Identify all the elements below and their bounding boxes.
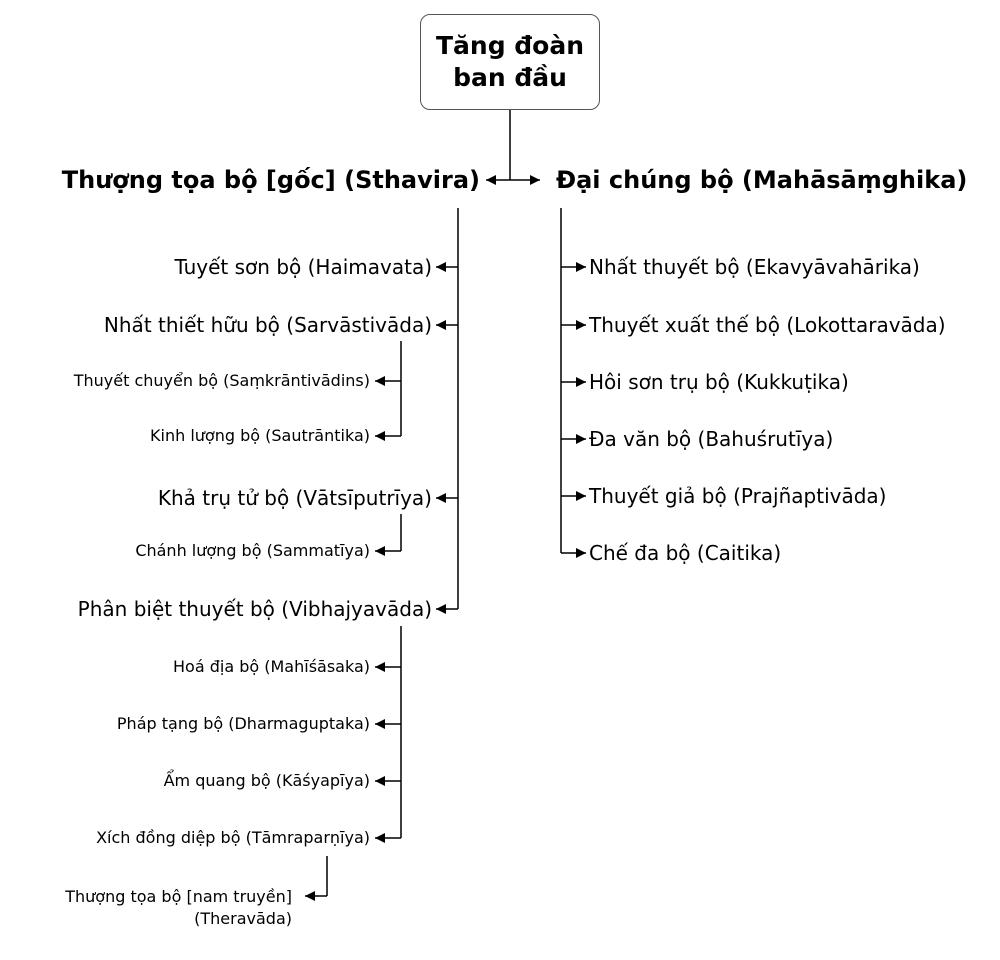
root-label-line2: ban đầu xyxy=(453,63,567,92)
root-label-line1: Tăng đoàn xyxy=(435,30,585,60)
root-node-box xyxy=(420,14,600,110)
dharmaguptaka-node: Pháp tạng bộ (Dharmaguptaka) xyxy=(116,714,370,733)
vatsiputriya-node: Khả trụ tử bộ (Vātsīputrīya) xyxy=(157,486,432,510)
sthavira-node: Thượng tọa bộ [gốc] (Sthavira) xyxy=(61,166,480,194)
kasyapiya-node: Ẩm quang bộ (Kāśyapīya) xyxy=(163,771,370,790)
sarvastivada-node: Nhất thiết hữu bộ (Sarvāstivāda) xyxy=(103,313,432,337)
sammatiya-node: Chánh lượng bộ (Sammatīya) xyxy=(135,541,370,560)
mahisasaka-node: Hoá địa bộ (Mahīśāsaka) xyxy=(173,657,370,676)
mahasamghika-node: Đại chúng bộ (Mahāsāṃghika) xyxy=(556,166,968,194)
theravada-node xyxy=(65,886,292,929)
bahusrutiya-node: Đa văn bộ (Bahuśrutīya) xyxy=(589,427,834,451)
lokottaravada-node: Thuyết xuất thế bộ (Lokottaravāda) xyxy=(589,313,946,337)
tamraparniya-node: Xích đồng diệp bộ (Tāmraparṇīya) xyxy=(96,828,370,847)
theravada-label-line2: (Theravāda) xyxy=(194,908,292,928)
ekavyavaharika-node: Nhất thuyết bộ (Ekavyāvahārika) xyxy=(589,255,920,279)
caitika-node: Chế đa bộ (Caitika) xyxy=(589,541,782,565)
vibhajyavada-node: Phân biệt thuyết bộ (Vibhajyavāda) xyxy=(77,597,432,621)
root-node-label xyxy=(436,30,584,95)
theravada-label-line1: Thượng tọa bộ [nam truyền] xyxy=(65,887,292,906)
sautrantika-node: Kinh lượng bộ (Sautrāntika) xyxy=(150,426,370,445)
prajnaptivada-node: Thuyết giả bộ (Prajñaptivāda) xyxy=(589,484,887,508)
kukkutika-node: Hôi sơn trụ bộ (Kukkuṭika) xyxy=(589,370,849,394)
samkrantivadins-node: Thuyết chuyển bộ (Saṃkrāntivādins) xyxy=(73,371,370,390)
haimavata-node: Tuyết sơn bộ (Haimavata) xyxy=(174,255,432,279)
